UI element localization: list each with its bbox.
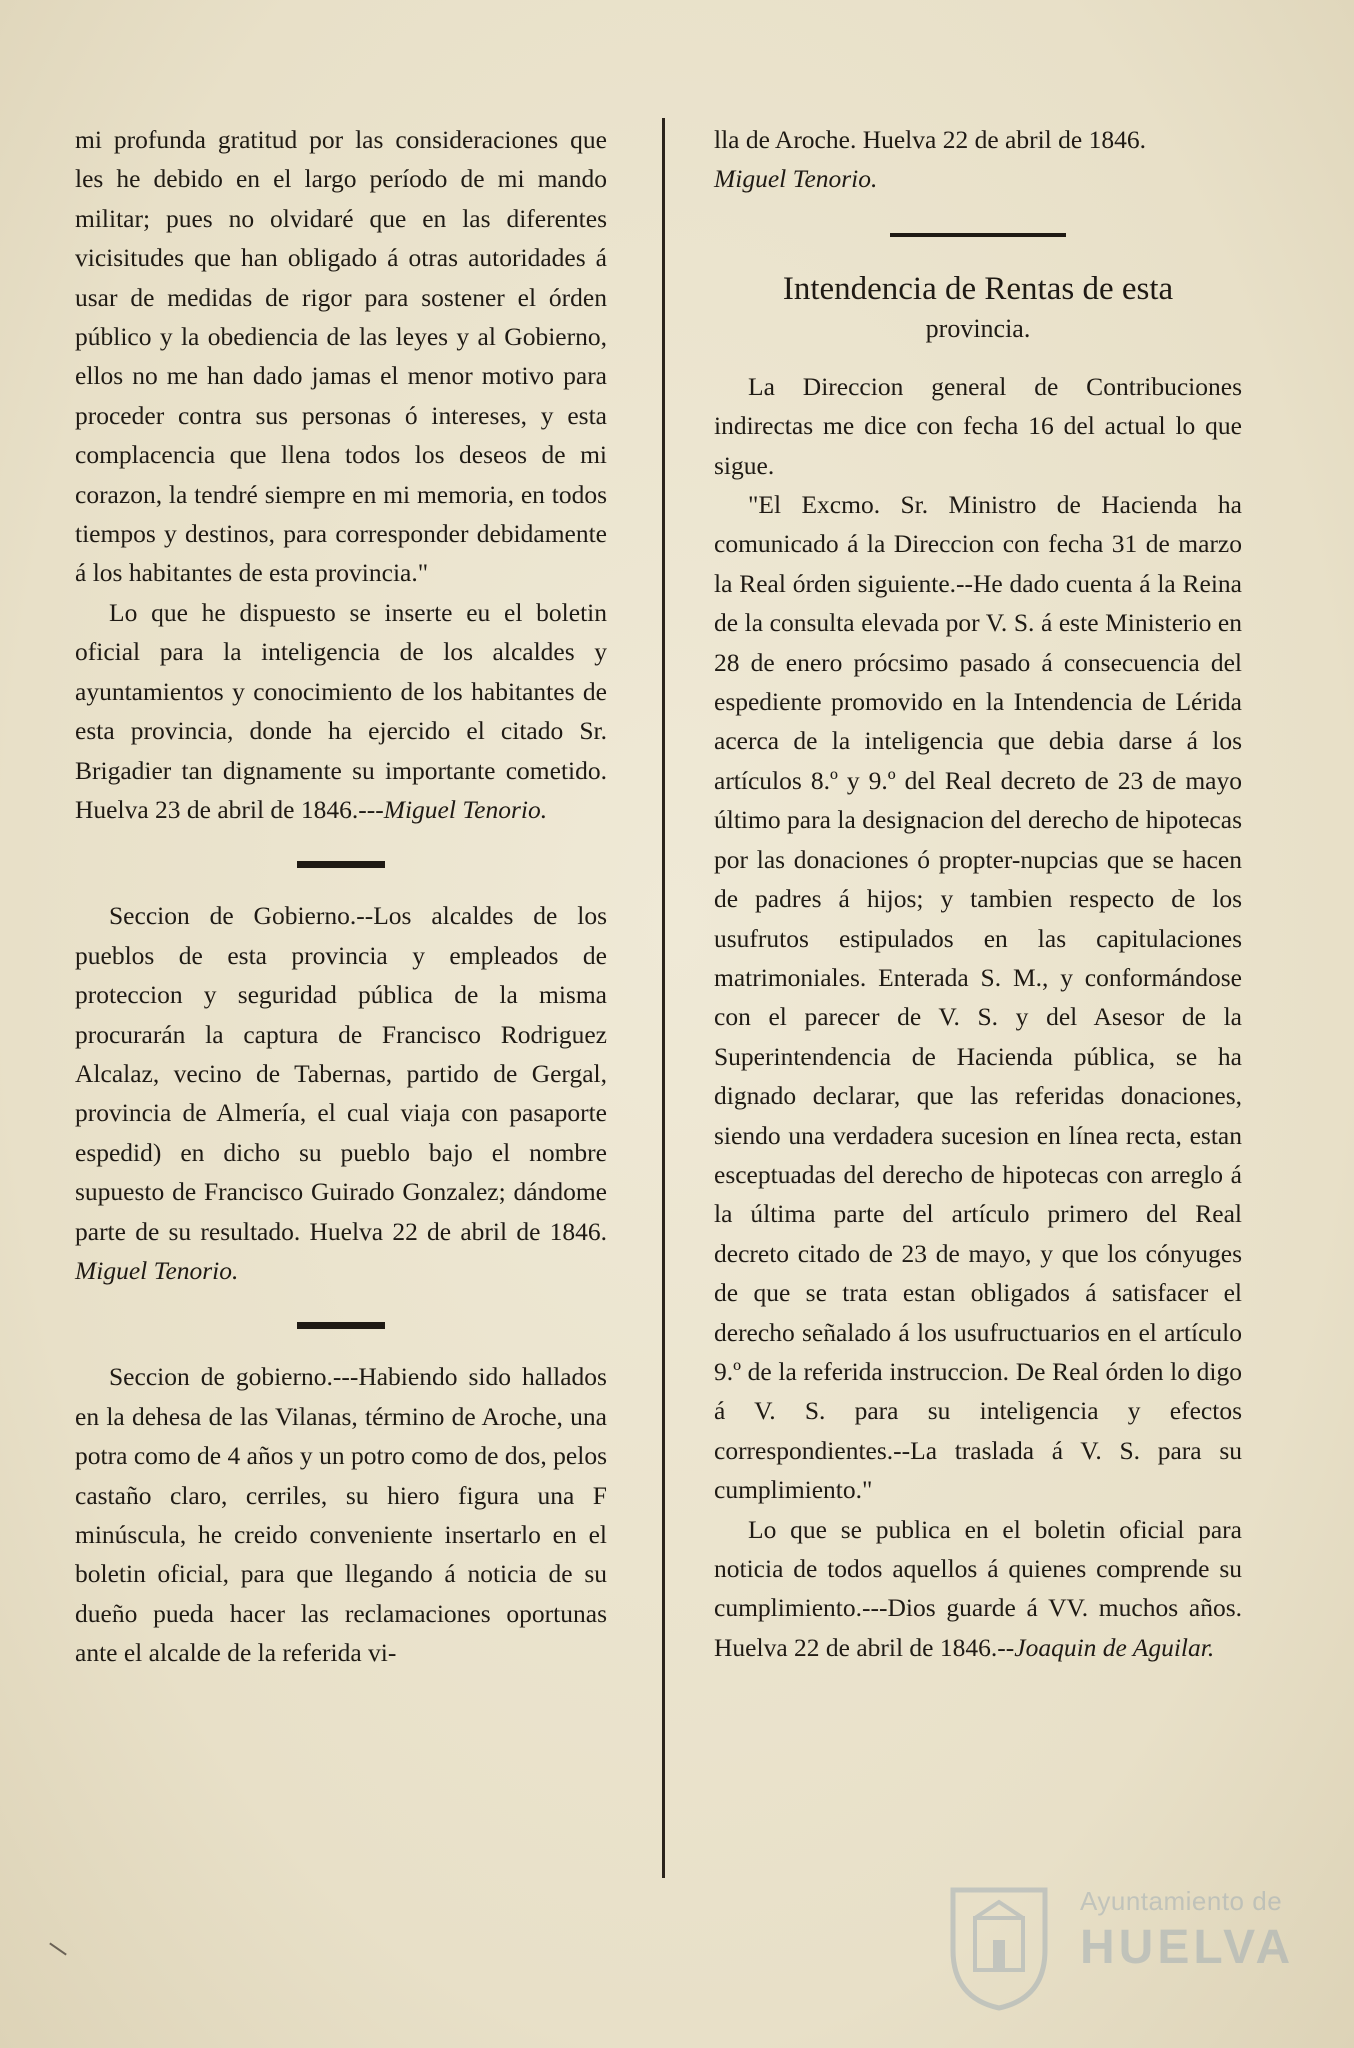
paper-mark [49, 1942, 67, 1955]
section-heading: Intendencia de Rentas de esta [782, 270, 1174, 307]
left-paragraph-3-text: Seccion de Gobierno.--Los alcaldes de los pueblos de esta provincia y empleados de proteccion y seguridad pública de la misma procurarán la captura de Francisco Rodriguez Alcalaz, vecino de Tabernas, partido de Gergal, provincia de Almería, el cual viaja con pasaporte espedid) en dicho su pueblo bajo el nombre supuesto de Francisco Guirado Gonzalez; dándome parte de su resultado. Huelva 22 de abril de 1846. [75, 901, 607, 1246]
right-paragraph-1-signature: Miguel Tenorio. [714, 164, 878, 194]
left-paragraph-1: mi profunda gratitud por las consideraciones que les he debido en el largo período de mi mando militar; pues no olvidaré que en las diferentes vicisitudes que han obligado á otras autoridades á usar de medidas de rigor para sostener el órden público y la obediencia de las leyes y al Gobierno, ellos no me han dado jamas el menor motivo para proceder contra sus personas ó intereses, y esta complacencia que llena todos los deseos de mi corazon, la tendré siempre en mi memoria, en todos tiempos y destinos, para corresponder debidamente á los habitantes de esta provincia." [75, 125, 607, 588]
left-paragraph-4: Seccion de gobierno.---Habiendo sido hallados en la dehesa de las Vilanas, término de Aroche, una potra como de 4 años y un potro como de dos, pelos castaño claro, cerriles, su hiero figura una F minúscula, he creido conveniente insertarlo en el boletin oficial, para que llegando á noticia de su dueño pueda hacer las reclamaciones oportunas ante el alcalde de la referida vi- [75, 1362, 607, 1668]
right-paragraph-1-text: lla de Aroche. Huelva 22 de abril de 1846. [714, 125, 1146, 154]
coat-of-arms-icon [945, 1880, 1053, 2012]
left-paragraph-3 [75, 896, 607, 1290]
section-subheading: provincia. [925, 313, 1031, 343]
right-paragraph-1 [714, 120, 1242, 199]
right-paragraph-4-signature: Joaquin de Aguilar. [1014, 1632, 1215, 1662]
left-column [75, 120, 607, 1673]
left-paragraph-2-text: Lo que he dispuesto se inserte eu el boletin oficial para la inteligencia de los alcaldes y ayuntamientos y conocimiento de los habitantes de esta provincia, donde ha ejercido el citado Sr. Brigadier tan dignamente su importante cometido. Huelva 23 de abril de 1846.--- [75, 597, 607, 824]
right-paragraph-4 [714, 1510, 1242, 1668]
right-column [714, 120, 1242, 1667]
right-paragraph-4-text: Lo que se publica en el boletin oficial para noticia de todos aquellos á quienes comprende su cumplimiento.---Dios guarde á VV. muchos años. Huelva 22 de abril de 1846.-- [714, 1514, 1242, 1662]
watermark-line-1: Ayuntamiento de [1080, 1886, 1283, 1916]
section-separator [890, 233, 1066, 237]
right-paragraph-3: "El Excmo. Sr. Ministro de Hacienda ha comunicado á la Direccion con fecha 31 de marzo la Real órden siguiente.--He dado cuenta á la Reina de la consulta elevada por V. S. á este Ministerio en 28 de enero prócsimo pasado á consecuencia del espediente promovido en la Intendencia de Lérida acerca de la inteligencia que debia darse á los artículos 8.º y 9.º del Real decreto de 23 de mayo último para la designacion del derecho de hipotecas por las donaciones ó propter-nupcias que se hacen de padres á hijos; y tambien respecto de los usufrutos estipulados en las capitulaciones matrimoniales. Enterada S. M., y conformándose con el parecer de V. S. y del Asesor de la Superintendencia de Hacienda pública, se ha dignado declarar, que las referidas donaciones, siendo una verdadera sucesion en línea recta, estan esceptuadas del derecho de hipotecas con arreglo á la última parte del artículo primero del Real decreto citado de 23 de mayo, y que los cónyuges de que se trata estan obligados á satisfacer el derecho señalado á los usufructuarios en el artículo 9.º de la referida instruccion. De Real órden lo digo á V. S. para su inteligencia y efectos correspondientes.--La traslada á V. S. para su cumplimiento." [714, 490, 1242, 1505]
section-separator [297, 861, 385, 868]
column-divider [662, 118, 665, 1878]
right-paragraph-2: La Direccion general de Contribuciones indirectas me dice con fecha 16 del actual lo que sigue. [714, 371, 1242, 480]
left-paragraph-2-signature: Miguel Tenorio. [383, 794, 548, 824]
watermark-line-2: HUELVA [1080, 1921, 1295, 1974]
left-paragraph-2 [75, 593, 607, 829]
archive-watermark [945, 1880, 1295, 2020]
section-separator [297, 1322, 385, 1329]
left-paragraph-3-signature: Miguel Tenorio. [75, 1255, 239, 1285]
